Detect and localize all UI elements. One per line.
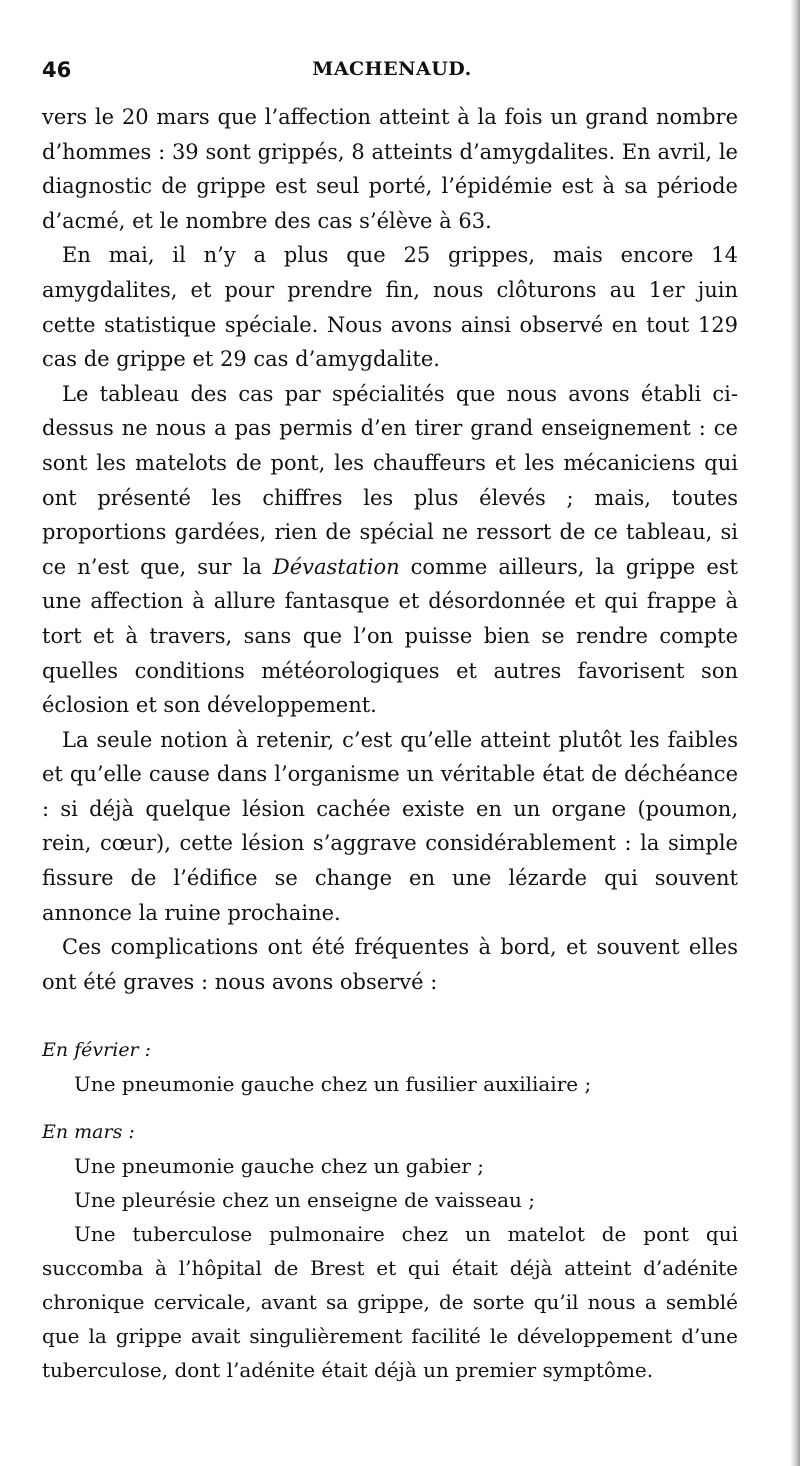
scan-edge [790,0,800,1466]
list-item: Une pneumonie gauche chez un gabier ; [74,1154,485,1179]
paragraph-3 [42,377,738,723]
paragraph-3-end: comme ailleurs, la grippe est une affection à allure fantasque et désordonnée et qui frappe à tort et à travers, sans que l’on puisse bien se rendre compte quelles conditions météorologiques et autres favorisent son éclosion et son développement. [42,554,738,718]
paragraph-4: La seule notion à retenir, c’est qu’elle atteint plutôt les faibles et qu’elle cause dans l’organisme un véritable état de déchéance : si déjà quelque lésion cachée existe en un organe (poumon, rein, cœur), cette lésion s’aggrave considérablement : la simple fissure de l’édifice se change en une lézarde qui souvent annonce la ruine prochaine. [42,727,738,925]
page-header [42,58,742,88]
paragraph-3-start: Le tableau des cas par spécialités que nous avons établi ci-dessus ne nous a pas permis d’en tirer grand enseignement : ce sont les matelots de pont, les chauffeurs et les mécaniciens qui ont présenté les chiffres les plus élevés ; mais, toutes proportions gardées, rien de spécial ne ressort de ce tableau, si ce n’est que, sur la [42,381,738,579]
ship-name: Dévastation [272,554,400,579]
list-item: Une pleurésie chez un enseigne de vaisseau ; [74,1188,535,1213]
section-heading-march: En mars : [42,1121,135,1144]
paragraph-2: En mai, il n’y a plus que 25 grippes, mais encore 14 amygdalites, et pour prendre fin, nous clôturons au 1er juin cette statistique spéciale. Nous avons ainsi observé en tout 129 cas de grippe et 29 cas d’amygdalite. [42,243,738,372]
list-item: Une pneumonie gauche chez un fusilier auxiliaire ; [74,1072,592,1097]
running-head: MACHENAUD. [312,58,472,80]
section-february [42,1033,738,1101]
paragraph-1: vers le 20 mars que l’affection atteint à la fois un grand nombre d’hommes : 39 sont grippés, 8 atteints d’amygdalites. En avril, le diagnostic de grippe est seul porté, l’épidémie est à sa période d’acmé, et le nombre des cas s’élève à 63. [42,105,738,233]
page-number: 46 [42,58,72,82]
section-heading-february: En février : [42,1039,152,1062]
paragraph-5: Ces complications ont été fréquentes à bord, et souvent elles ont été graves : nous avons observé : [42,935,738,994]
section-march [42,1115,738,1387]
list-item: Une tuberculose pulmonaire chez un matelot de pont qui succomba à l’hôpital de Brest et qui était déjà atteint d’adénite chronique cervicale, avant sa grippe, de sorte qu’il nous a semblé que la grippe avait singulièrement facilité le développement d’une tuberculose, dont l’adénite était déjà un premier symptôme. [42,1222,738,1383]
body-text [42,100,738,1387]
